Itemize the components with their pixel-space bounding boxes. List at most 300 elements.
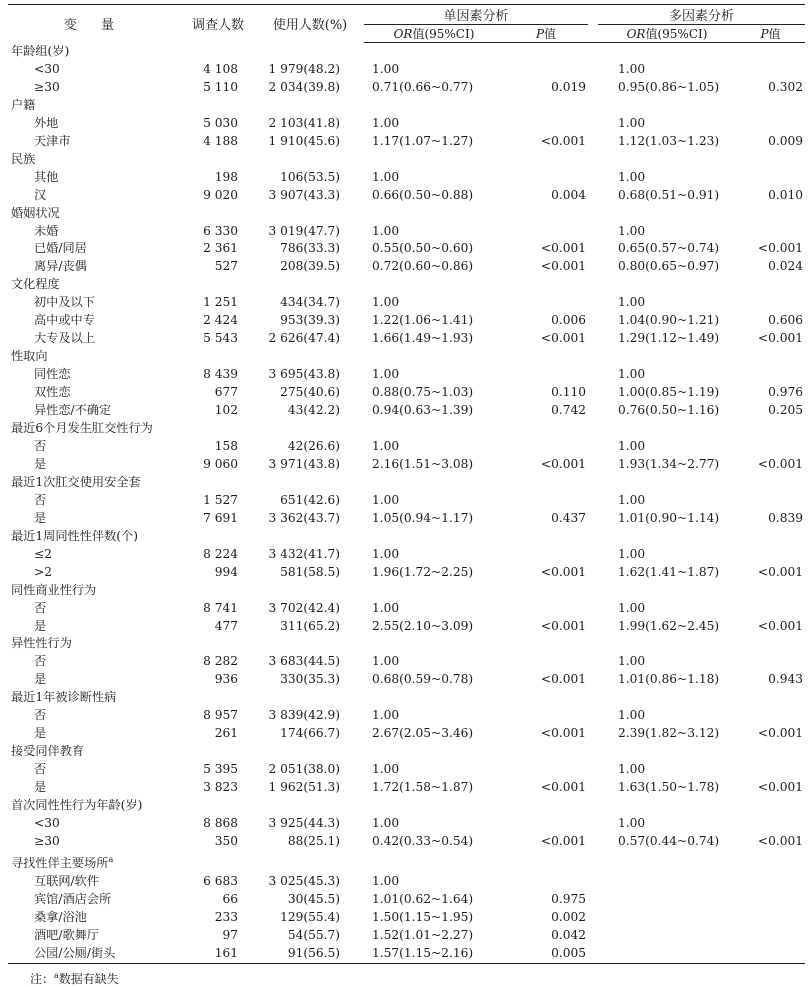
- p-multivariate: 0.302: [768, 79, 804, 94]
- row-label: 汉: [34, 187, 47, 202]
- note-sup: a: [54, 970, 59, 980]
- table-row: [8, 456, 805, 474]
- p-multivariate: 0.976: [768, 385, 804, 400]
- column-gap: [588, 945, 598, 963]
- group-label: [8, 797, 805, 815]
- p-multivariate: [736, 366, 805, 384]
- or-multivariate: [598, 945, 736, 963]
- surveyed-count: 4 108: [203, 61, 238, 76]
- user-count: 3 019(47.7): [268, 223, 340, 238]
- or-multivariate: 1.00: [618, 708, 646, 723]
- column-gap: [588, 600, 598, 618]
- or-univariate: 1.00: [372, 708, 400, 723]
- regression-table: [8, 4, 805, 964]
- note-text: 数据有缺失: [58, 971, 119, 986]
- surveyed-count: 477: [214, 618, 238, 633]
- surveyed-count: 6 330: [203, 223, 238, 238]
- column-gap: [588, 815, 598, 833]
- group-label: [8, 474, 805, 492]
- surveyed-count: 8 439: [203, 367, 238, 382]
- or-multivariate: 1.00: [618, 815, 646, 830]
- p-univariate: [504, 169, 588, 187]
- or-multivariate: 1.00: [618, 438, 646, 453]
- or-univariate: 0.88(0.75~1.03): [372, 385, 474, 400]
- table-row: [8, 707, 805, 725]
- row-label: 同性恋: [34, 367, 71, 382]
- column-gap: [588, 456, 598, 474]
- row-label: 宾馆/酒店会所: [34, 891, 112, 906]
- surveyed-count: 5 030: [203, 115, 238, 130]
- or-univariate: 0.55(0.50~0.60): [372, 241, 474, 256]
- or-univariate: 1.00: [372, 815, 400, 830]
- user-count: 30(45.5): [287, 891, 340, 906]
- surveyed-count: 527: [214, 259, 238, 274]
- row-label: ≥30: [34, 833, 60, 848]
- p-suffix: 值: [768, 27, 781, 41]
- group-row: [8, 420, 805, 438]
- table-row: [8, 891, 805, 909]
- user-count: 3 683(44.5): [268, 654, 340, 669]
- p-univariate: 0.437: [551, 510, 587, 525]
- column-gap: [588, 79, 598, 97]
- header-p-multivariate: [736, 25, 805, 43]
- user-count: 786(33.3): [280, 241, 340, 256]
- column-gap: [588, 187, 598, 205]
- group-label-text: 性取向: [11, 349, 48, 364]
- or-multivariate: 1.29(1.12~1.49): [618, 331, 720, 346]
- p-univariate: [504, 366, 588, 384]
- user-count: 953(39.3): [280, 313, 340, 328]
- header-p-univariate: [504, 25, 588, 43]
- or-multivariate: 1.04(0.90~1.21): [618, 313, 720, 328]
- group-row: [8, 43, 805, 61]
- p-univariate: [504, 600, 588, 618]
- table-row: [8, 438, 805, 456]
- group-label-text: 首次同性性行为年龄(岁): [11, 798, 143, 813]
- p-univariate: [504, 223, 588, 241]
- p-univariate: 0.004: [551, 187, 587, 202]
- user-count: 3 362(43.7): [268, 510, 340, 525]
- surveyed-count: 198: [214, 169, 238, 184]
- p-univariate: [504, 115, 588, 133]
- table-row: [8, 945, 805, 963]
- row-label: 未婚: [34, 223, 59, 238]
- p-multivariate: [736, 927, 805, 945]
- or-multivariate: [598, 909, 736, 927]
- or-univariate: 1.00: [372, 295, 400, 310]
- p-multivariate: 0.010: [768, 187, 804, 202]
- p-multivariate: <0.001: [757, 456, 804, 471]
- p-univariate: 0.042: [551, 927, 587, 942]
- or-multivariate: 0.65(0.57~0.74): [618, 241, 720, 256]
- row-label: >2: [34, 564, 52, 579]
- surveyed-count: 97: [222, 927, 238, 942]
- p-univariate: <0.001: [540, 331, 587, 346]
- group-label-text: 同性商业性行为: [11, 582, 97, 597]
- p-multivariate: <0.001: [757, 833, 804, 848]
- row-label: 天津市: [34, 133, 71, 148]
- column-gap: [588, 240, 598, 258]
- p-univariate: [504, 707, 588, 725]
- group-label-text: 文化程度: [11, 277, 60, 292]
- or-multivariate: 0.68(0.51~0.91): [618, 187, 720, 202]
- p-univariate: <0.001: [540, 456, 587, 471]
- row-label: 其他: [34, 169, 59, 184]
- column-gap: [588, 438, 598, 456]
- p-univariate: <0.001: [540, 241, 587, 256]
- group-row: [8, 851, 805, 873]
- or-univariate: 1.50(1.15~1.95): [372, 909, 474, 924]
- user-count: 330(35.3): [280, 672, 340, 687]
- surveyed-count: 5 395: [203, 762, 238, 777]
- table-body: [8, 43, 805, 964]
- surveyed-count: 158: [214, 438, 238, 453]
- p-univariate: <0.001: [540, 259, 587, 274]
- row-label: 是: [34, 672, 47, 687]
- p-univariate: <0.001: [540, 133, 587, 148]
- column-gap: [588, 725, 598, 743]
- row-label: 异性恋/不确定: [34, 403, 112, 418]
- or-multivariate: 1.93(1.34~2.77): [618, 456, 720, 471]
- or-multivariate: 1.00: [618, 115, 646, 130]
- or-univariate: 1.72(1.58~1.87): [372, 780, 474, 795]
- surveyed-count: 2 424: [203, 313, 238, 328]
- table-row: [8, 492, 805, 510]
- p-univariate: <0.001: [540, 726, 587, 741]
- user-count: 91(56.5): [256, 945, 364, 963]
- or-univariate: 1.52(1.01~2.27): [372, 927, 474, 942]
- or-univariate: 1.96(1.72~2.25): [372, 564, 474, 579]
- surveyed-count: 8 957: [203, 708, 238, 723]
- table-row: [8, 115, 805, 133]
- or-multivariate: 0.76(0.50~1.16): [618, 403, 720, 418]
- or-multivariate: [598, 891, 736, 909]
- table-row: [8, 258, 805, 276]
- or-univariate: 1.17(1.07~1.27): [372, 133, 474, 148]
- p-univariate: 0.006: [551, 313, 587, 328]
- or-multivariate: 1.00: [618, 654, 646, 669]
- p-univariate: 0.005: [504, 945, 588, 963]
- or-univariate: 1.00: [372, 546, 400, 561]
- table-row: [8, 510, 805, 528]
- or-multivariate: 1.01(0.90~1.14): [618, 510, 720, 525]
- row-label: 外地: [34, 115, 59, 130]
- header-univariate: 单因素分析: [364, 5, 588, 25]
- row-label: 否: [34, 708, 47, 723]
- group-row: [8, 743, 805, 761]
- column-gap: [588, 927, 598, 945]
- surveyed-count: 6 683: [203, 873, 238, 888]
- column-gap: [588, 909, 598, 927]
- or-univariate: 1.00: [372, 762, 400, 777]
- row-label: 是: [34, 726, 47, 741]
- user-count: 1 962(51.3): [268, 780, 340, 795]
- table-row: [8, 133, 805, 151]
- row-label: 是: [34, 618, 47, 633]
- p-multivariate: [736, 115, 805, 133]
- user-count: 3 971(43.8): [268, 456, 340, 471]
- group-label: [8, 528, 805, 546]
- p-multivariate: 0.606: [768, 313, 804, 328]
- group-label: [8, 582, 805, 600]
- group-label: [8, 851, 805, 873]
- table-row: [8, 761, 805, 779]
- column-gap: [588, 223, 598, 241]
- p-multivariate: 0.839: [768, 510, 804, 525]
- or-univariate: 0.42(0.33~0.54): [372, 833, 474, 848]
- group-label: [8, 689, 805, 707]
- group-row: [8, 689, 805, 707]
- column-gap: [588, 330, 598, 348]
- p-multivariate: [736, 909, 805, 927]
- table-row: [8, 671, 805, 689]
- surveyed-count: 161: [180, 945, 256, 963]
- user-count: 581(58.5): [280, 564, 340, 579]
- row-label: 初中及以下: [34, 295, 95, 310]
- group-label-text: 婚姻状况: [11, 205, 60, 220]
- column-gap: [588, 833, 598, 851]
- p-univariate: 0.002: [551, 909, 587, 924]
- table-row: [8, 546, 805, 564]
- header-or-multivariate: [598, 25, 736, 43]
- or-univariate: 2.67(2.05~3.46): [372, 726, 474, 741]
- p-univariate: <0.001: [540, 833, 587, 848]
- column-gap: [588, 510, 598, 528]
- column-gap: [588, 366, 598, 384]
- column-gap: [588, 115, 598, 133]
- column-gap: [588, 133, 598, 151]
- or-univariate: 1.05(0.94~1.17): [372, 510, 474, 525]
- or-univariate: 1.00: [372, 223, 400, 238]
- surveyed-count: 233: [214, 909, 238, 924]
- column-gap: [588, 873, 598, 891]
- row-label: 是: [34, 456, 47, 471]
- p-univariate: [504, 873, 588, 891]
- column-gap: [588, 294, 598, 312]
- surveyed-count: 261: [214, 726, 238, 741]
- user-count: 2 103(41.8): [268, 115, 340, 130]
- or-suffix: 值(95%CI): [412, 27, 475, 41]
- table-row: [8, 564, 805, 582]
- row-label: 否: [34, 600, 47, 615]
- table-row: [8, 909, 805, 927]
- p-multivariate: [736, 546, 805, 564]
- header-or-univariate: [364, 25, 504, 43]
- user-count: 1 979(48.2): [268, 61, 340, 76]
- row-label: 否: [34, 492, 47, 507]
- column-gap: [588, 546, 598, 564]
- group-label: [8, 205, 805, 223]
- table-row: [8, 815, 805, 833]
- column-gap: [588, 258, 598, 276]
- table-row: [8, 600, 805, 618]
- or-univariate: 1.00: [372, 873, 400, 888]
- row-label: <30: [34, 61, 60, 76]
- surveyed-count: 8 868: [203, 815, 238, 830]
- p-multivariate: <0.001: [757, 241, 804, 256]
- user-count: 2 034(39.8): [268, 79, 340, 94]
- p-multivariate: [736, 653, 805, 671]
- row-label: ≤2: [34, 546, 52, 561]
- p-multivariate: [736, 873, 805, 891]
- group-label-text: 异性性行为: [11, 636, 72, 651]
- p-univariate: <0.001: [540, 780, 587, 795]
- column-gap: [588, 761, 598, 779]
- p-multivariate: [736, 223, 805, 241]
- group-label-text: 户籍: [11, 97, 36, 112]
- user-count: 2 051(38.0): [268, 762, 340, 777]
- row-label: 是: [34, 510, 47, 525]
- user-count: 88(25.1): [287, 833, 340, 848]
- user-count: 106(53.5): [280, 169, 340, 184]
- group-row: [8, 635, 805, 653]
- table-row: [8, 240, 805, 258]
- header-surveyed: 调查人数: [180, 5, 256, 43]
- table-row: [8, 779, 805, 797]
- group-row: [8, 151, 805, 169]
- p-univariate: 0.742: [551, 403, 587, 418]
- row-label: 公园/公厕/街头: [8, 945, 180, 963]
- p-univariate: [504, 61, 588, 79]
- group-label: [8, 43, 805, 61]
- user-count: 3 432(41.7): [268, 546, 340, 561]
- row-label: 是: [34, 780, 47, 795]
- group-row: [8, 528, 805, 546]
- p-univariate: <0.001: [540, 672, 587, 687]
- user-count: 42(26.6): [287, 438, 340, 453]
- group-row: [8, 797, 805, 815]
- table-row: [8, 223, 805, 241]
- user-count: 275(40.6): [280, 385, 340, 400]
- table-row: [8, 61, 805, 79]
- surveyed-count: 7 691: [203, 510, 238, 525]
- surveyed-count: 5 110: [203, 79, 238, 94]
- p-univariate: <0.001: [540, 564, 587, 579]
- p-multivariate: [736, 891, 805, 909]
- group-row: [8, 97, 805, 115]
- surveyed-count: 677: [214, 385, 238, 400]
- p-multivariate: 0.205: [768, 403, 804, 418]
- group-label-text: 最近6个月发生肛交性行为: [11, 421, 153, 436]
- surveyed-count: 102: [214, 403, 238, 418]
- table-row: [8, 927, 805, 945]
- p-univariate: 0.110: [551, 385, 587, 400]
- or-multivariate: 1.00: [618, 295, 646, 310]
- or-multivariate: 1.00: [618, 762, 646, 777]
- group-label: [8, 151, 805, 169]
- or-univariate: 1.01(0.62~1.64): [372, 891, 474, 906]
- or-multivariate: 1.00: [618, 492, 646, 507]
- p-univariate: [504, 492, 588, 510]
- surveyed-count: 9 060: [203, 456, 238, 471]
- p-univariate: 0.019: [551, 79, 587, 94]
- group-label-text: 最近1年被诊断性病: [11, 690, 117, 705]
- table-row: [8, 294, 805, 312]
- table-row: [8, 366, 805, 384]
- group-label-text: 寻找性伴主要场所: [11, 855, 109, 870]
- row-label: 已婚/同居: [34, 241, 87, 256]
- or-univariate: 1.00: [372, 654, 400, 669]
- p-univariate: <0.001: [540, 618, 587, 633]
- group-row: [8, 348, 805, 366]
- column-gap: [588, 61, 598, 79]
- group-label-text: 最近1次肛交使用安全套: [11, 474, 141, 489]
- or-multivariate: [598, 927, 736, 945]
- group-label: [8, 420, 805, 438]
- or-univariate: 1.00: [372, 438, 400, 453]
- surveyed-count: 8 224: [203, 546, 238, 561]
- or-multivariate: 1.00(0.85~1.19): [618, 385, 720, 400]
- or-univariate: 0.66(0.50~0.88): [372, 187, 474, 202]
- table-row: [8, 79, 805, 97]
- user-count: 3 839(42.9): [268, 708, 340, 723]
- row-label: 否: [34, 438, 47, 453]
- p-multivariate: [736, 600, 805, 618]
- column-gap: [588, 891, 598, 909]
- or-multivariate: 1.63(1.50~1.78): [618, 780, 720, 795]
- p-multivariate: [736, 815, 805, 833]
- or-univariate: 0.68(0.59~0.78): [372, 672, 474, 687]
- p-multivariate: [736, 761, 805, 779]
- table-row: [8, 402, 805, 420]
- surveyed-count: 5 543: [203, 331, 238, 346]
- p-univariate: [504, 438, 588, 456]
- column-gap: [588, 618, 598, 636]
- user-count: 434(34.7): [280, 295, 340, 310]
- p-multivariate: <0.001: [757, 564, 804, 579]
- table-header: [8, 5, 805, 43]
- or-univariate: 2.16(1.51~3.08): [372, 456, 474, 471]
- table-row: [8, 330, 805, 348]
- user-count: 651(42.6): [280, 492, 340, 507]
- column-gap: [588, 707, 598, 725]
- group-label-text: 民族: [11, 151, 36, 166]
- table-row: [8, 312, 805, 330]
- group-label: [8, 348, 805, 366]
- p-univariate: 0.975: [551, 891, 587, 906]
- p-label: P: [760, 27, 769, 41]
- header-users: 使用人数(%): [256, 5, 364, 43]
- row-label: 双性恋: [34, 385, 71, 400]
- surveyed-count: 994: [214, 564, 238, 579]
- surveyed-count: 8 282: [203, 654, 238, 669]
- table-row: [8, 384, 805, 402]
- surveyed-count: 1 251: [203, 295, 238, 310]
- p-multivariate: 0.009: [768, 133, 804, 148]
- p-multivariate: [736, 707, 805, 725]
- group-row: [8, 276, 805, 294]
- row-label: 否: [34, 654, 47, 669]
- user-count: 311(65.2): [280, 618, 340, 633]
- table-row: [8, 187, 805, 205]
- or-univariate: 1.00: [372, 61, 400, 76]
- user-count: 3 695(43.8): [268, 367, 340, 382]
- group-label-text: 最近1周同性性伴数(个): [11, 528, 138, 543]
- user-count: 174(66.7): [280, 726, 340, 741]
- or-label: OR: [393, 27, 413, 41]
- row-label: <30: [34, 815, 60, 830]
- group-label-text: 年龄组(岁): [11, 44, 70, 58]
- surveyed-count: 4 188: [203, 133, 238, 148]
- document-page: [8, 4, 805, 987]
- column-gap: [588, 492, 598, 510]
- surveyed-count: 3 823: [203, 780, 238, 795]
- or-univariate: 1.66(1.49~1.93): [372, 331, 474, 346]
- or-multivariate: 1.00: [618, 600, 646, 615]
- p-multivariate: [736, 945, 805, 963]
- row-label: 酒吧/歌舞厅: [34, 927, 100, 942]
- p-univariate: [504, 815, 588, 833]
